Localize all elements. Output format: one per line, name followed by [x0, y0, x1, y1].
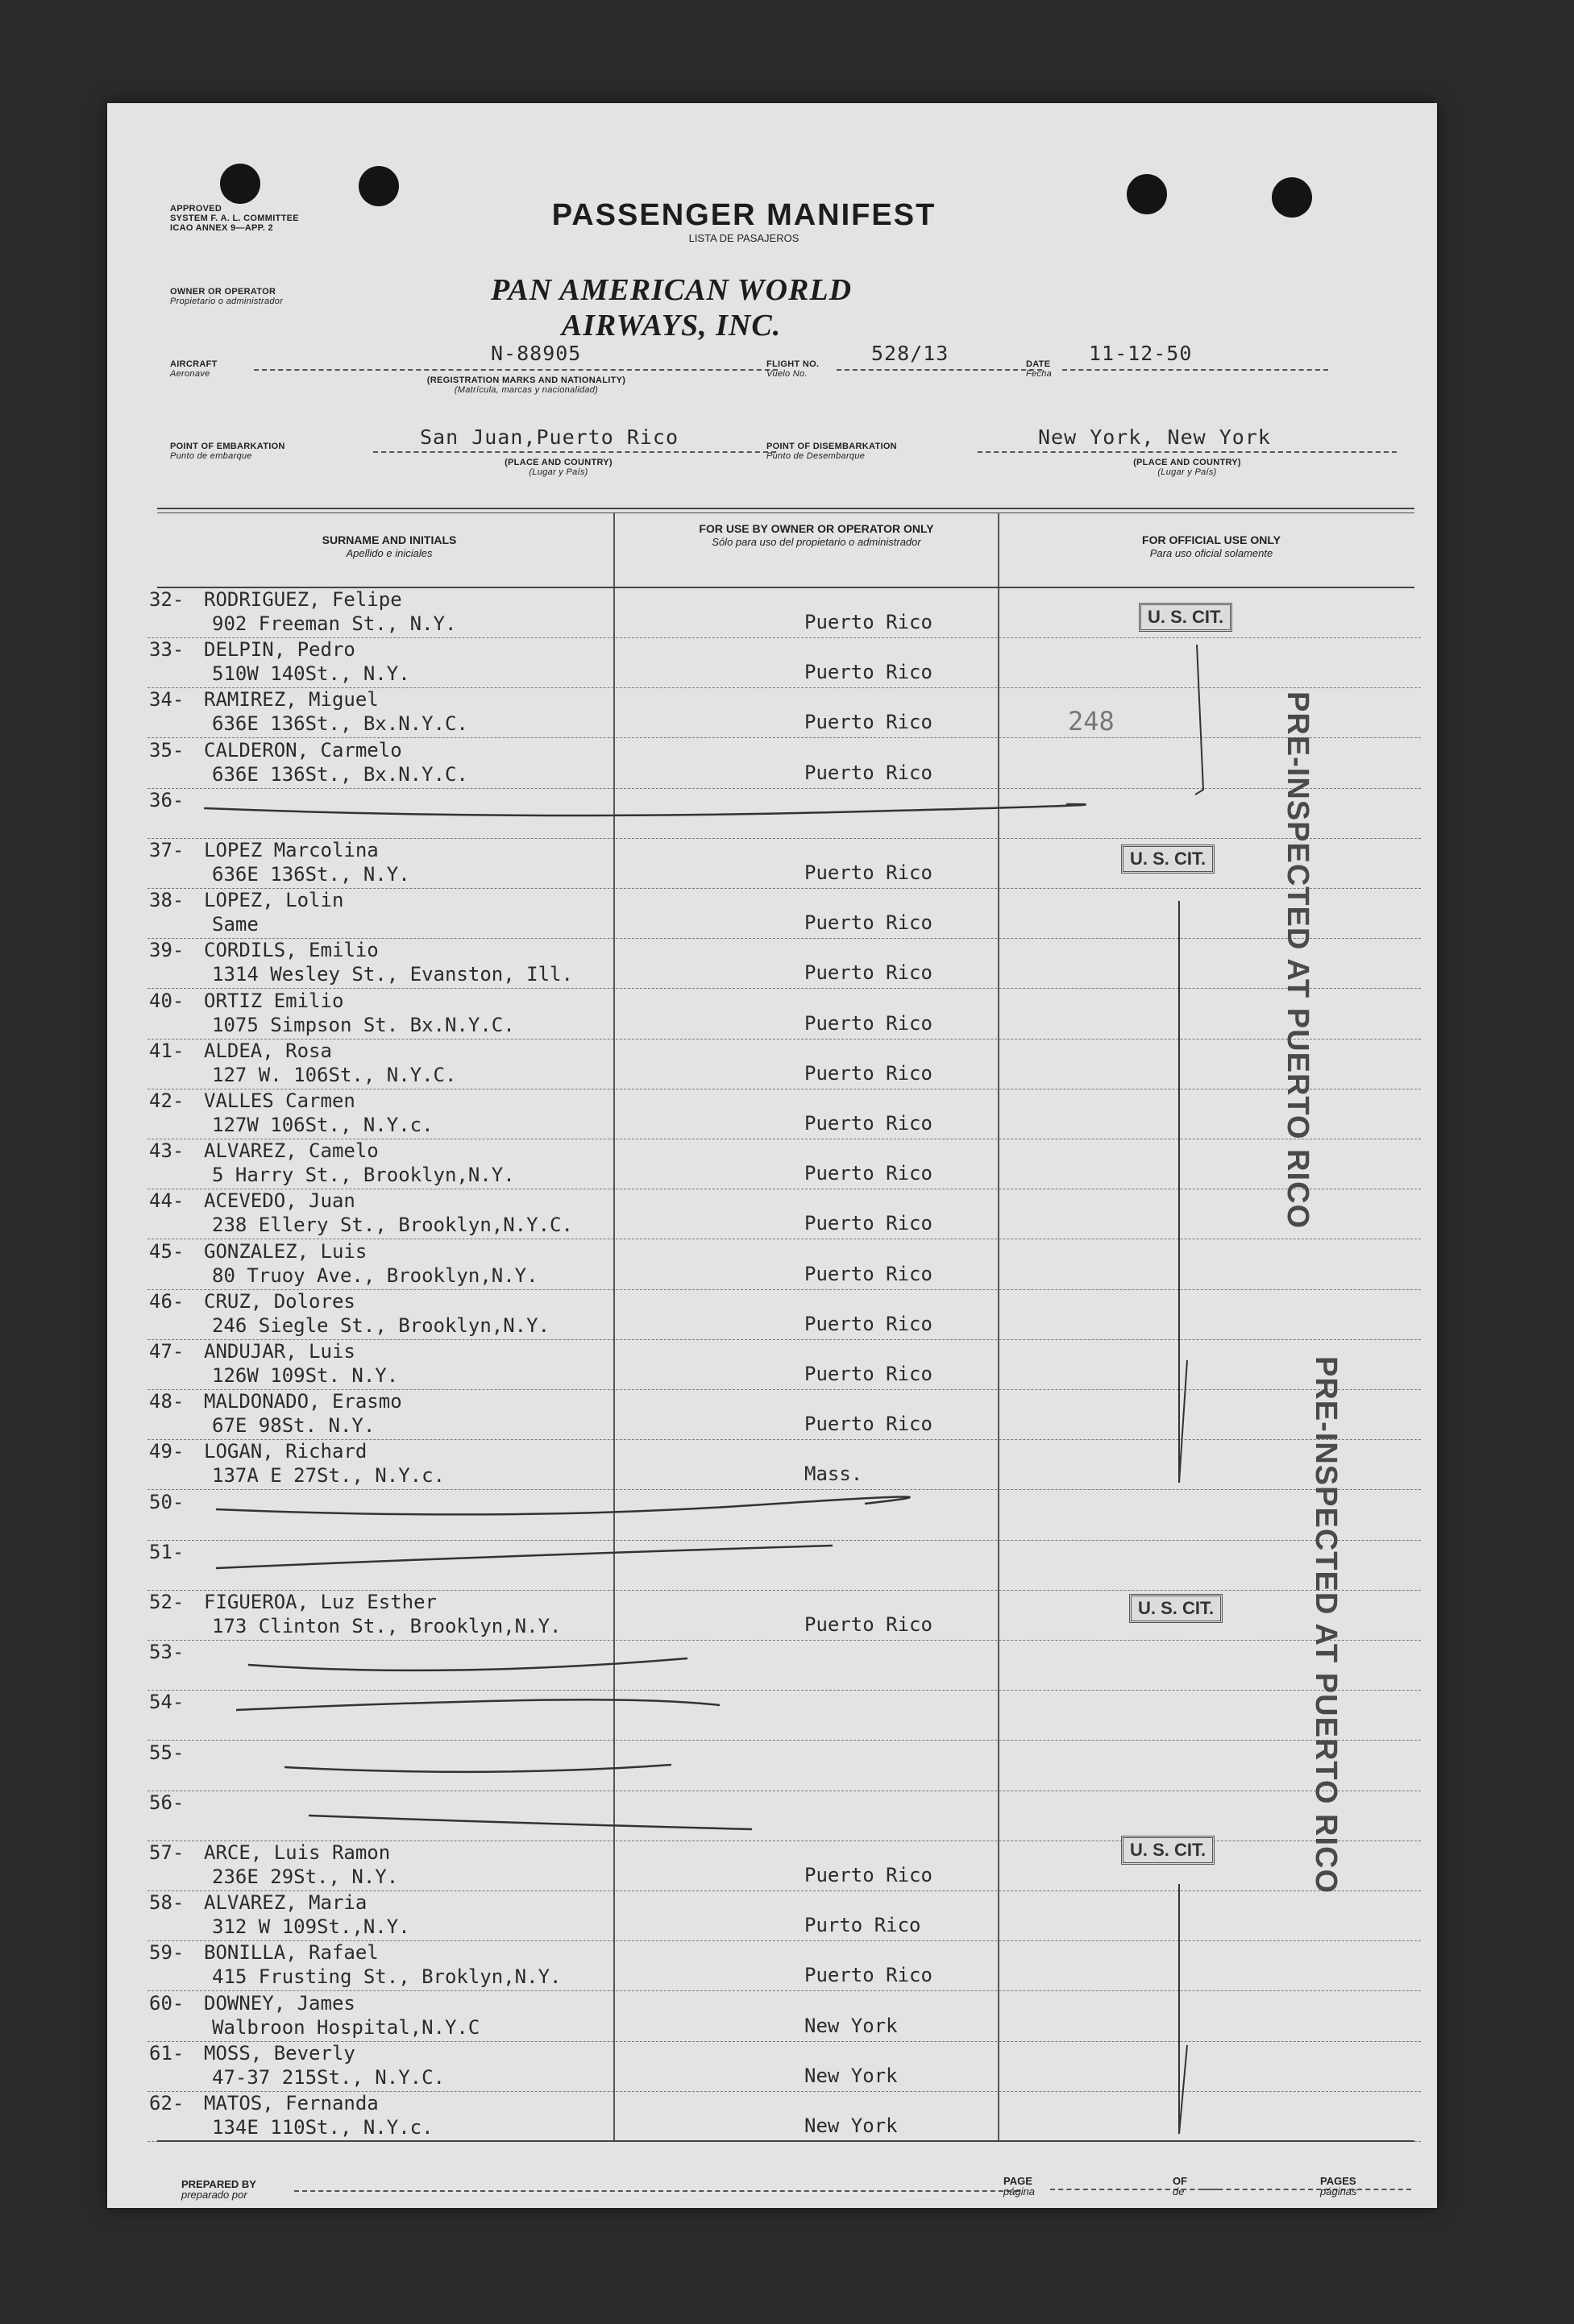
flight-label: FLIGHT NO. Vuelo No.	[766, 359, 820, 379]
passenger-name: RODRIGUEZ, Felipe	[204, 588, 402, 611]
passenger-name: ANDUJAR, Luis	[204, 1340, 355, 1363]
passenger-name: LOGAN, Richard	[204, 1440, 368, 1463]
row-number: 39-	[149, 939, 185, 962]
row-number: 33-	[149, 638, 185, 662]
passenger-name: ARCE, Luis Ramon	[204, 1841, 391, 1864]
destination: Puerto Rico	[804, 911, 932, 935]
passenger-address: 236E 29St., N.Y.	[212, 1865, 399, 1888]
operator-name: PAN AMERICAN WORLD AIRWAYS, INC.	[490, 273, 853, 342]
destination: Puerto Rico	[804, 611, 932, 633]
row-number: 47-	[149, 1340, 185, 1363]
passenger-address: 1314 Wesley St., Evanston, Ill.	[212, 963, 573, 986]
embark-label: POINT OF EMBARKATION Punto de embarque	[170, 442, 285, 461]
embark-value: San Juan,Puerto Rico	[420, 425, 679, 449]
row-number: 53-	[149, 1641, 185, 1664]
header-official-use: FOR OFFICIAL USE ONLY Para uso oficial solamente	[1142, 533, 1281, 559]
strike-line-54	[236, 1699, 720, 1710]
destination: Puerto Rico	[804, 1061, 932, 1085]
passenger-address: 5 Harry St., Brooklyn,N.Y.	[212, 1164, 515, 1187]
destination: Puerto Rico	[804, 1212, 932, 1235]
us-cit-stamp: U. S. CIT.	[1129, 1594, 1223, 1623]
embark-place-note: (PLACE AND COUNTRY) (Lugar y País)	[505, 458, 613, 477]
destination: Puerto Rico	[804, 1312, 932, 1335]
passenger-address: 80 Truoy Ave., Brooklyn,N.Y.	[212, 1264, 538, 1287]
row-number: 56-	[149, 1791, 185, 1814]
passenger-name: DELPIN, Pedro	[204, 638, 355, 662]
passenger-address: 902 Freeman St., N.Y.	[212, 612, 457, 635]
aircraft-label: AIRCRAFT Aeronave	[170, 359, 218, 379]
row-number: 59-	[149, 1941, 185, 1965]
of-label: OF de	[1173, 2175, 1188, 2197]
passenger-address: 137A E 27St., N.Y.c.	[212, 1464, 445, 1488]
destination: New York	[804, 2014, 898, 2037]
destination: Puerto Rico	[804, 961, 932, 985]
us-cit-stamp: U. S. CIT.	[1139, 603, 1232, 632]
disembark-value: New York, New York	[1038, 425, 1271, 449]
date-value: 11-12-50	[1089, 342, 1193, 365]
of-line	[1202, 2189, 1411, 2190]
aircraft-value: N-88905	[491, 342, 582, 365]
row-number: 49-	[149, 1440, 185, 1463]
destination: Puerto Rico	[804, 1162, 932, 1185]
page-line	[1050, 2189, 1219, 2190]
page-label: PAGE página	[1003, 2175, 1036, 2197]
destination: Puerto Rico	[804, 1112, 932, 1135]
official-tick-2	[1179, 901, 1187, 1483]
official-tick-1	[1195, 645, 1203, 795]
row-number: 37-	[149, 839, 185, 861]
official-number: 248	[1068, 706, 1115, 737]
passenger-name: ORTIZ Emilio	[204, 989, 344, 1012]
passenger-address: 636E 136St., N.Y.	[212, 863, 410, 886]
row-number: 42-	[149, 1089, 185, 1112]
destination: Puerto Rico	[804, 861, 932, 884]
row-number: 54-	[149, 1691, 185, 1714]
passenger-address: 134E 110St., N.Y.c.	[212, 2116, 434, 2139]
passenger-address: 510W 140St., N.Y.	[212, 662, 410, 686]
row-number: 46-	[149, 1289, 185, 1313]
row-number: 58-	[149, 1891, 185, 1915]
destination: New York	[804, 2114, 898, 2137]
row-number: 43-	[149, 1139, 185, 1163]
row-number: 41-	[149, 1039, 185, 1062]
row-number: 38-	[149, 889, 185, 912]
destination: New York	[804, 2064, 898, 2087]
destination: Puerto Rico	[804, 1011, 932, 1035]
row-number: 36-	[149, 788, 185, 811]
destination: Puerto Rico	[804, 661, 932, 684]
passenger-name: ALVAREZ, Maria	[204, 1891, 368, 1915]
prepared-by-label: PREPARED BY preparado por	[181, 2178, 256, 2201]
row-number: 32-	[149, 588, 185, 611]
us-cit-stamp: U. S. CIT.	[1121, 1836, 1215, 1865]
destination: Puerto Rico	[804, 761, 932, 784]
passenger-name: ALDEA, Rosa	[204, 1039, 332, 1062]
disembark-place-note: (PLACE AND COUNTRY) (Lugar y País)	[1133, 458, 1241, 477]
passenger-address: 173 Clinton St., Brooklyn,N.Y.	[212, 1615, 562, 1637]
passenger-address: 126W 109St. N.Y.	[212, 1364, 399, 1387]
passenger-address: 127 W. 106St., N.Y.C.	[212, 1063, 457, 1086]
passenger-address: 636E 136St., Bx.N.Y.C.	[212, 712, 468, 736]
header-surname: SURNAME AND INITIALS Apellido e iniciales	[322, 533, 457, 559]
document-title: PASSENGER MANIFEST	[551, 198, 937, 232]
row-number: 51-	[149, 1540, 185, 1563]
row-number: 57-	[149, 1841, 185, 1864]
passenger-address: 312 W 109St.,N.Y.	[212, 1915, 410, 1939]
row-number: 61-	[149, 2041, 185, 2065]
passenger-address: Same	[212, 913, 259, 936]
document-subtitle: LISTA DE PASAJEROS	[688, 232, 799, 244]
flight-value: 528/13	[871, 342, 949, 365]
destination: Puerto Rico	[804, 1262, 932, 1285]
passenger-address: Walbroon Hospital,N.Y.C	[212, 2015, 480, 2039]
destination: Puerto Rico	[804, 1413, 932, 1436]
destination: Purto Rico	[804, 1914, 921, 1937]
strike-lines	[107, 103, 1437, 2208]
passenger-address: 67E 98St. N.Y.	[212, 1414, 376, 1438]
passenger-name: ALVAREZ, Camelo	[204, 1139, 379, 1163]
passenger-name: LOPEZ, Lolin	[204, 889, 344, 912]
registration-note: (REGISTRATION MARKS AND NATIONALITY) (Matrícula, marcas y nacionalidad)	[426, 376, 626, 395]
passenger-name: ACEVEDO, Juan	[204, 1189, 355, 1213]
disembark-label: POINT OF DISEMBARKATION Punto de Desembarque	[766, 442, 897, 461]
row-number: 35-	[149, 738, 185, 762]
date-label: DATE Fecha	[1026, 359, 1053, 379]
passenger-address: 47-37 215St., N.Y.C.	[212, 2065, 445, 2089]
passenger-name: VALLES Carmen	[204, 1089, 355, 1112]
pages-label: PAGES páginas	[1320, 2175, 1357, 2197]
destination: Mass.	[804, 1463, 863, 1486]
row-number: 44-	[149, 1189, 185, 1213]
manifest-paper	[107, 103, 1437, 2208]
approval-note: APPROVED SYSTEM F. A. L. COMMITTEE ICAO ANNEX 9—APP. 2	[170, 204, 299, 233]
passenger-name: CALDERON, Carmelo	[204, 738, 402, 762]
passenger-name: CORDILS, Emilio	[204, 939, 379, 962]
row-number: 50-	[149, 1490, 185, 1513]
strike-line-50	[216, 1496, 910, 1514]
official-tick-3	[1179, 1884, 1187, 2134]
passenger-name: MALDONADO, Erasmo	[204, 1390, 402, 1413]
passenger-name: MOSS, Beverly	[204, 2041, 355, 2065]
row-number: 62-	[149, 2092, 185, 2114]
passenger-name: FIGUEROA, Luz Esther	[204, 1591, 437, 1613]
destination: Puerto Rico	[804, 1363, 932, 1385]
row-number: 52-	[149, 1591, 185, 1613]
row-number: 40-	[149, 989, 185, 1012]
strike-line-53	[248, 1658, 687, 1670]
row-number: 55-	[149, 1741, 185, 1764]
destination: Puerto Rico	[804, 1864, 932, 1886]
row-number: 48-	[149, 1390, 185, 1413]
passenger-name: BONILLA, Rafael	[204, 1941, 379, 1965]
destination: Puerto Rico	[804, 1613, 932, 1636]
us-cit-stamp: U. S. CIT.	[1121, 845, 1215, 874]
passenger-name: CRUZ, Dolores	[204, 1289, 355, 1313]
strike-line-56	[309, 1816, 752, 1829]
strike-line-36	[204, 804, 1086, 815]
preinspected-stamp: PRE-INSPECTED AT PUERTO RICO	[1309, 1356, 1343, 1894]
strike-line-55	[284, 1765, 671, 1772]
destination: Puerto Rico	[804, 711, 932, 734]
header-operator-use: FOR USE BY OWNER OR OPERATOR ONLY Sólo para uso del propietario o administrador	[699, 522, 934, 548]
passenger-address: 415 Frusting St., Broklyn,N.Y.	[212, 1965, 562, 1989]
passenger-address: 636E 136St., Bx.N.Y.C.	[212, 762, 468, 786]
owner-label: OWNER OR OPERATOR Propietario o administrador	[170, 287, 284, 306]
passenger-name: RAMIREZ, Miguel	[204, 688, 379, 712]
row-number: 45-	[149, 1239, 185, 1263]
passenger-name: GONZALEZ, Luis	[204, 1239, 368, 1263]
passenger-name: DOWNEY, James	[204, 1991, 355, 2015]
destination: Puerto Rico	[804, 1964, 932, 1987]
strike-line-51	[216, 1546, 833, 1568]
prepared-by-line	[294, 2190, 1020, 2192]
row-number: 60-	[149, 1991, 185, 2015]
preinspected-stamp: PRE-INSPECTED AT PUERTO RICO	[1281, 691, 1314, 1230]
passenger-address: 1075 Simpson St. Bx.N.Y.C.	[212, 1013, 515, 1036]
passenger-address: 127W 106St., N.Y.c.	[212, 1114, 434, 1136]
passenger-address: 246 Siegle St., Brooklyn,N.Y.	[212, 1313, 550, 1337]
row-number: 34-	[149, 688, 185, 712]
passenger-address: 238 Ellery St., Brooklyn,N.Y.C.	[212, 1214, 573, 1237]
footer-rule	[157, 2140, 1414, 2142]
passenger-name: LOPEZ Marcolina	[204, 839, 379, 861]
passenger-name: MATOS, Fernanda	[204, 2092, 379, 2114]
